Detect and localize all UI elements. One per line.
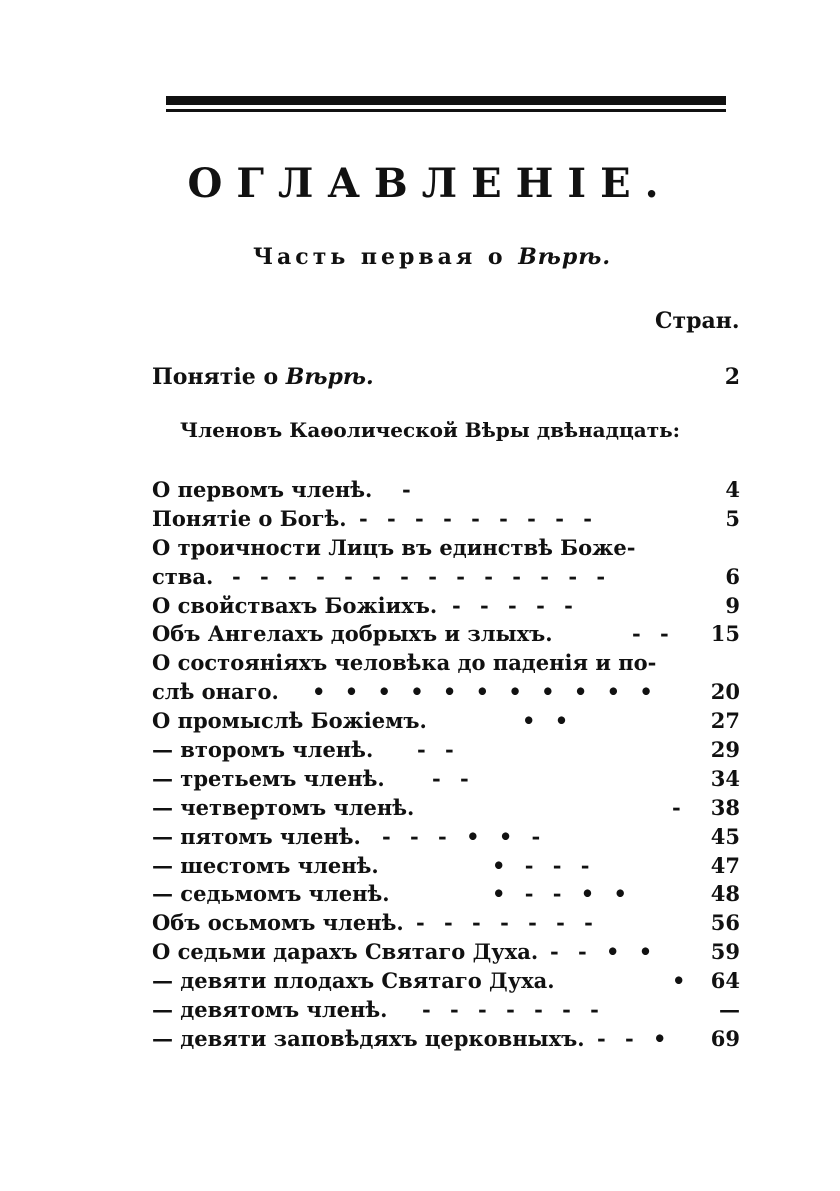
toc-row-text: — второмъ членѣ. <box>152 737 374 763</box>
toc-row-page: 38 <box>710 794 740 820</box>
page-title: ОГЛАВЛЕНІЕ. <box>187 160 673 207</box>
toc-row-text: Объ Ангелахъ добрыхъ и злыхъ. <box>152 621 553 647</box>
toc-row-leader: - - - - - - - - - - - - - - <box>232 563 612 589</box>
toc-row-text: ства. <box>152 563 214 589</box>
toc-row-leader: - <box>402 477 417 502</box>
top-rule-thick <box>166 96 726 105</box>
concept-entry-prefix: Понятіе о <box>152 364 279 390</box>
toc-row-page: — <box>719 997 740 1023</box>
toc-row-page: 59 <box>710 939 740 965</box>
toc-row <box>152 909 740 938</box>
toc-row-text: О состояніяхъ человѣка до паденія и по- <box>152 650 657 676</box>
toc-row-leader: - - • <box>597 1025 673 1051</box>
toc-row <box>152 794 740 823</box>
toc-row-leader: • - - - <box>492 852 596 878</box>
toc-row-text: О седьми дарахъ Святаго Духа. <box>152 939 539 965</box>
toc-row-text: слѣ онаго. <box>152 679 279 705</box>
toc-row-page: 15 <box>710 621 740 647</box>
toc-row-text: — шестомъ членѣ. <box>152 852 379 878</box>
toc-row-page: 4 <box>725 477 740 502</box>
toc-row-leader: • • • • • • • • • • • <box>312 679 659 705</box>
toc-row-text: О свойствахъ Божіихъ. <box>152 592 438 618</box>
top-rule-thin <box>166 109 726 112</box>
toc-row-leader: - - <box>432 765 475 791</box>
toc-row <box>152 1025 740 1054</box>
part-heading-prefix: Часть первая о <box>252 244 507 270</box>
toc-row-leader: • - - • • <box>492 881 633 907</box>
toc-row-page: 48 <box>710 881 740 907</box>
toc-row-text: Объ осьмомъ членѣ. <box>152 910 404 936</box>
toc-row <box>152 678 740 707</box>
part-heading-faith: Вѣрѣ. <box>518 244 612 270</box>
concept-entry <box>152 364 740 398</box>
toc-row-page: 6 <box>725 563 740 589</box>
toc-row <box>152 707 740 736</box>
toc-row-page: 56 <box>710 910 740 936</box>
table-of-contents <box>152 476 740 1054</box>
concept-entry-page: 2 <box>724 364 740 390</box>
toc-row <box>152 736 740 765</box>
toc-row-page: 29 <box>710 737 740 763</box>
toc-row-leader: - - - - - - - <box>416 910 599 936</box>
toc-row-page: 47 <box>710 852 740 878</box>
page-column-header: Стран. <box>655 308 740 334</box>
toc-row-page: 20 <box>710 679 740 705</box>
toc-row-text: О промыслѣ Божіемъ. <box>152 708 427 734</box>
toc-row-leader: - - • • <box>550 939 659 965</box>
toc-row-leader: - - - • • - <box>382 823 547 849</box>
toc-row <box>152 852 740 881</box>
toc-row-leader: - - - - - <box>452 592 579 618</box>
toc-row <box>152 823 740 852</box>
toc-row-text: — девяти заповѣдяхъ церковныхъ. <box>152 1025 585 1051</box>
toc-row-leader: • • <box>522 708 575 734</box>
toc-row-leader: - - <box>417 737 460 763</box>
toc-row-leader: - - - - - - - - - <box>359 505 598 531</box>
toc-row <box>152 996 740 1025</box>
part-heading <box>12 244 840 270</box>
toc-row <box>152 592 740 621</box>
toc-row-page: 45 <box>710 823 740 849</box>
toc-row-page: 34 <box>710 765 740 791</box>
toc-row-leader: - - - - - - - <box>422 997 605 1023</box>
toc-row-text: — седьмомъ членѣ. <box>152 881 390 907</box>
toc-row-page: 64 <box>710 968 740 994</box>
toc-row-text: — четвертомъ членѣ. <box>152 794 415 820</box>
toc-row <box>152 620 740 649</box>
toc-row-text: Понятіе о Богѣ. <box>152 505 347 531</box>
toc-row-text: — пятомъ членѣ. <box>152 823 361 849</box>
toc-row-text: — третьемъ членѣ. <box>152 765 385 791</box>
toc-row-leader: - <box>672 794 687 820</box>
toc-row <box>152 649 740 678</box>
toc-row-text: — девятомъ членѣ. <box>152 997 388 1023</box>
toc-row <box>152 534 740 563</box>
concept-entry-faith: Вѣрѣ. <box>285 364 374 390</box>
concept-entry-label <box>152 364 374 390</box>
toc-row <box>152 880 740 909</box>
toc-row <box>152 505 740 534</box>
toc-row-text: О первомъ членѣ. <box>152 477 373 502</box>
toc-row-page: 69 <box>710 1025 740 1051</box>
articles-heading: Членовъ Каѳолической Вѣры двѣнадцать: <box>179 418 681 442</box>
toc-row-text: — девяти плодахъ Святаго Духа. <box>152 968 555 994</box>
toc-row <box>152 938 740 967</box>
toc-row <box>152 476 740 505</box>
toc-row <box>152 563 740 592</box>
toc-row-page: 9 <box>725 592 740 618</box>
toc-row-text: О троичности Лицъ въ единствѣ Боже- <box>152 534 636 560</box>
toc-row-page: 5 <box>725 505 740 531</box>
toc-row <box>152 765 740 794</box>
toc-row <box>152 967 740 996</box>
toc-row-leader: • <box>672 968 692 994</box>
toc-row-leader: - - <box>632 621 675 647</box>
toc-row-page: 27 <box>710 708 740 734</box>
